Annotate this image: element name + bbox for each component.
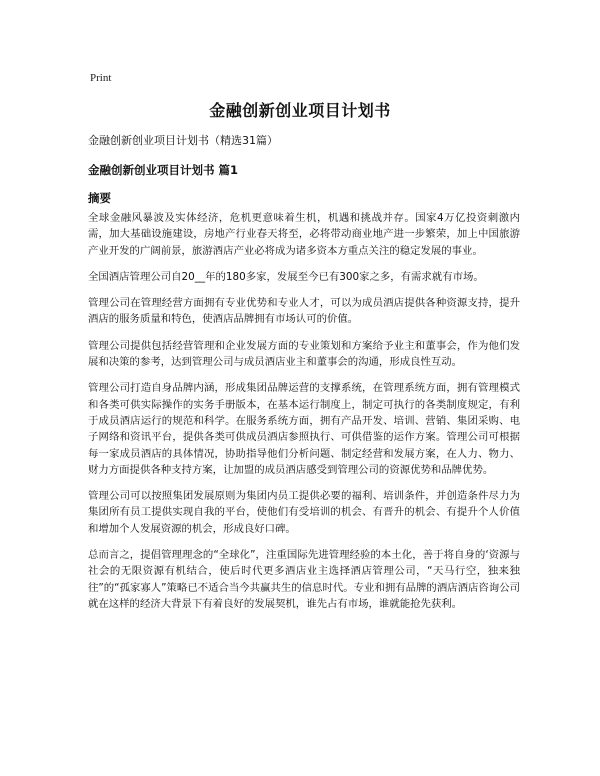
paragraph: 管理公司在管理经营方面拥有专业优势和专业人才，可以为成员酒店提供各种资源支持，提升酒店的服务质量和特色，使酒店品牌拥有市场认可的价值。 [88,297,520,326]
paragraph: 管理公司打造自身品牌内涵，形成集团品牌运营的支撑系统，在管理系统方面，拥有管理模式和各类可供实际操作的实务手册版本，在基本运行制度上，制定可执行的各类制度规定，有利于成员酒店运行的规范和科学。在服务系统方面，拥有产品开发、培训、营销、集团采购、电子网络和资讯平台，提供各类可供成员酒店参照执行、可供借鉴的运作方案。管理公司可根据每一家成员酒店的具体情况，协助指导他们分析问题、制定经营和发展方案，在人力、物力、财力方面提供各种支持方案，让加盟的成员酒店感受到管理公司的资源优势和品牌优势。 [88,382,520,476]
abstract-heading: 摘要 [88,191,111,205]
document-subtitle: 金融创新创业项目计划书（精选31篇） [88,134,278,147]
print-link[interactable]: Print [90,72,112,84]
page-title: 金融创新创业项目计划书 [209,101,391,120]
paragraph: 总而言之，提倡管理理念的“全球化”，注重国际先进管理经验的本土化，善于将自身的‘资源与社会的无限资源有机结合，使后时代更多酒店业主选择酒店管理公司，“天马行空，独来独往”的“孤家寡人”策略已不适合当今共赢共生的信息时代。专业和拥有品牌的酒店酒店咨询公司就在这样的经济大背景下有着良好的发展契机，谁先占有市场，谁就能抢先获利。 [88,549,520,610]
paragraph: 全球金融风暴波及实体经济，危机更意味着生机，机遇和挑战并存。国家4万亿投资刺激内需，加大基础设施建设，房地产行业春天将至，必将带动商业地产进一步繁荣，加上中国旅游产业开发的广阔前景，旅游酒店产业必将成为诸多资本方重点关注的稳定发展的事业。 [88,212,520,257]
paragraph: 管理公司可以按照集团发展原则为集团内员工提供必要的福利、培训条件，并创造条件尽力为集团所有员工提供实现自我的平台，使他们有受培训的机会、有晋升的机会、有提升个人价值和增加个人发展资源的机会，形成良好口碑。 [88,490,520,535]
section-heading: 金融创新创业项目计划书 篇1 [88,163,239,177]
paragraph: 全国酒店管理公司自20__年的180多家，发展至今已有300家之多，有需求就有市场。 [88,270,484,283]
paragraph: 管理公司提供包括经营管理和企业发展方面的专业策划和方案给予业主和董事会，作为他们发展和决策的参考，达到管理公司与成员酒店业主和董事会的沟通，形成良性互动。 [88,339,520,369]
document-body [88,210,520,622]
